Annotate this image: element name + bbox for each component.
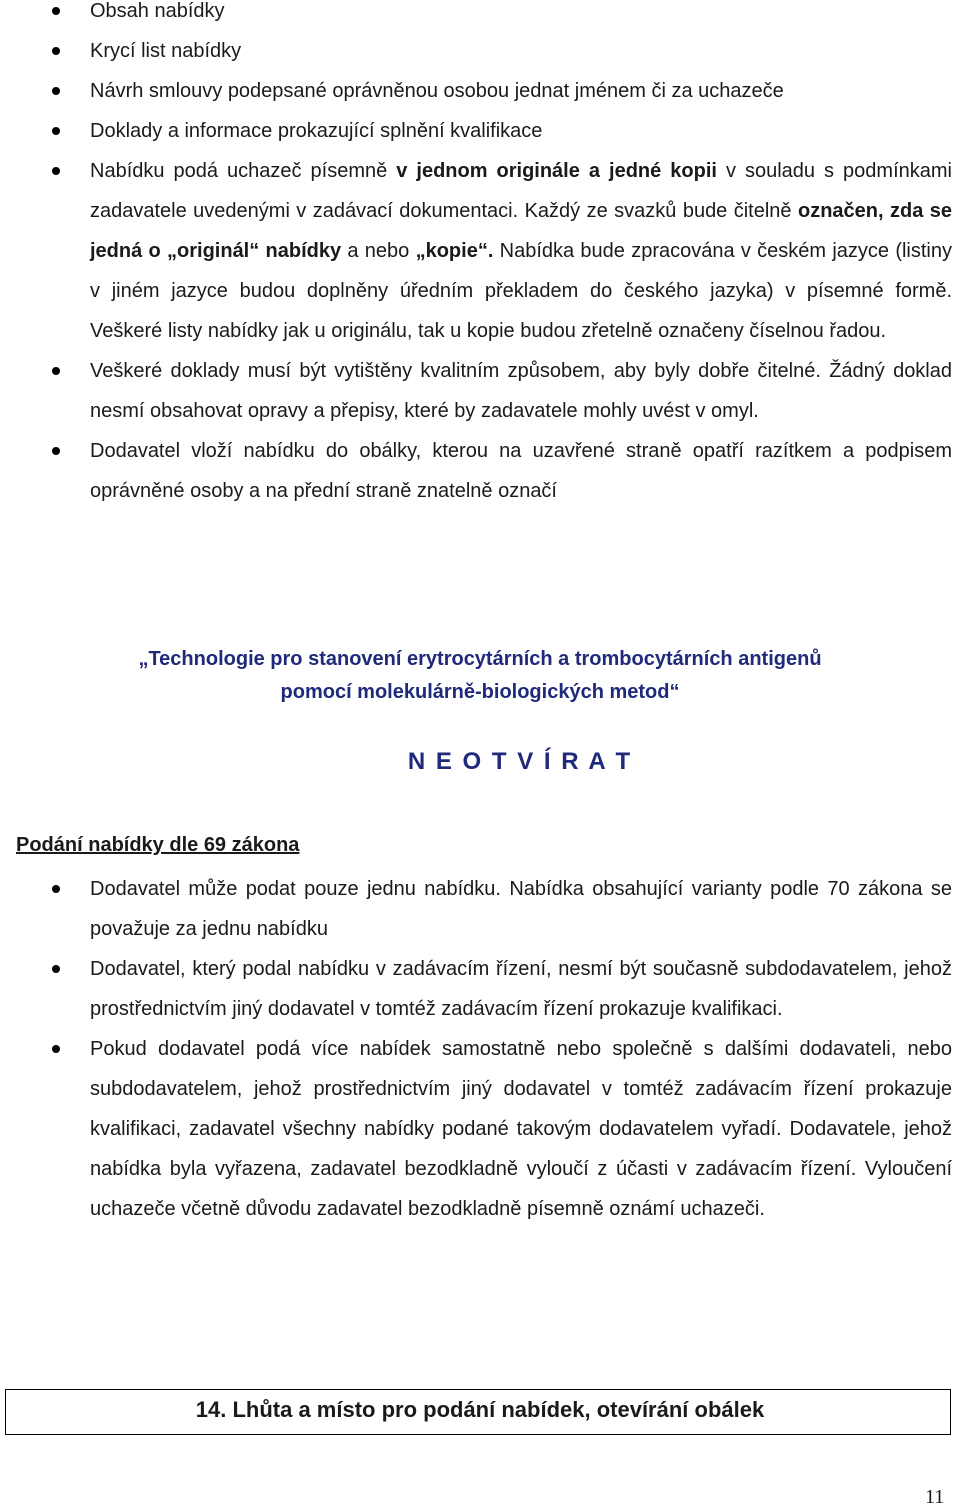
- envelope-title-line1: „Technologie pro stanovení erytrocytárních a trombocytárních antigenů: [138, 648, 822, 670]
- text-run: Nabídka bude zpracována v českém jazyce (listiny v jiném jazyce budou doplněny úředním překladem do českého jazyka) v písemné formě. Veškeré listy nabídky jak u originálu, tak u kopie budou zřetelně označeny číselnou řadou.: [90, 240, 952, 342]
- section-heading: Podání nabídky dle 69 zákona: [16, 834, 300, 856]
- submission-rules-list: [0, 869, 960, 1229]
- bold-text: „kopie“.: [415, 240, 494, 262]
- list-item: Krycí list nabídky: [0, 31, 960, 71]
- text-run: v souladu s podmínkami zadavatele uvedenými v zadávací dokumentaci. Každý ze svazků bude čitelně: [90, 160, 952, 222]
- requirements-list: [0, 0, 960, 511]
- page-number: 11: [925, 1486, 945, 1508]
- list-item: Obsah nabídky: [0, 0, 960, 31]
- do-not-open-label: N E O T V Í R A T: [407, 748, 633, 775]
- bold-text: označen, zda se jedná o „originál“ nabídky: [90, 200, 952, 262]
- list-item: Pokud dodavatel podá více nabídek samostatně nebo společně s dalšími dodavateli, nebo subdodavatelem, jehož prostřednictvím jiný dodavatel v tomtéž zadávacím řízení prokazuje kvalifikaci, zadavatel všechny nabídky podané takovým dodavatelem vyřadí. Dodavatele, jehož nabídka byla vyřazena, zadavatel bezodkladně vyloučí z účasti v zadávacím řízení. Vyloučení uchazeče včetně důvodu zadavatel bezodkladně písemně oznámí uchazeči.: [0, 1029, 960, 1229]
- list-item: Doklady a informace prokazující splnění kvalifikace: [0, 111, 960, 151]
- envelope-title-line2: pomocí molekulárně-biologických metod“: [280, 681, 680, 703]
- list-item: Návrh smlouvy podepsané oprávněnou osobou jednat jménem či za uchazeče: [0, 71, 960, 111]
- list-item: Veškeré doklady musí být vytištěny kvalitním způsobem, aby byly dobře čitelné. Žádný doklad nesmí obsahovat opravy a přepisy, které by zadavatele mohly uvést v omyl.: [0, 351, 960, 431]
- bold-text: v jednom originále a jedné kopii: [396, 160, 717, 182]
- text-run: a nebo: [341, 240, 416, 262]
- next-section-title: 14. Lhůta a místo pro podání nabídek, otevírání obálek: [195, 1397, 765, 1422]
- list-item: Dodavatel, který podal nabídku v zadávacím řízení, nesmí být současně subdodavatelem, jehož prostřednictvím jiný dodavatel v tomtéž zadávacím řízení prokazuje kvalifikaci.: [0, 949, 960, 1029]
- list-item: Dodavatel může podat pouze jednu nabídku. Nabídka obsahující varianty podle 70 zákona se považuje za jednu nabídku: [0, 869, 960, 949]
- list-item: Dodavatel vloží nabídku do obálky, kterou na uzavřené straně opatří razítkem a podpisem oprávněné osoby a na přední straně znatelně označí: [0, 431, 960, 511]
- text-run: Nabídku podá uchazeč písemně: [90, 160, 397, 182]
- list-item: [0, 151, 960, 351]
